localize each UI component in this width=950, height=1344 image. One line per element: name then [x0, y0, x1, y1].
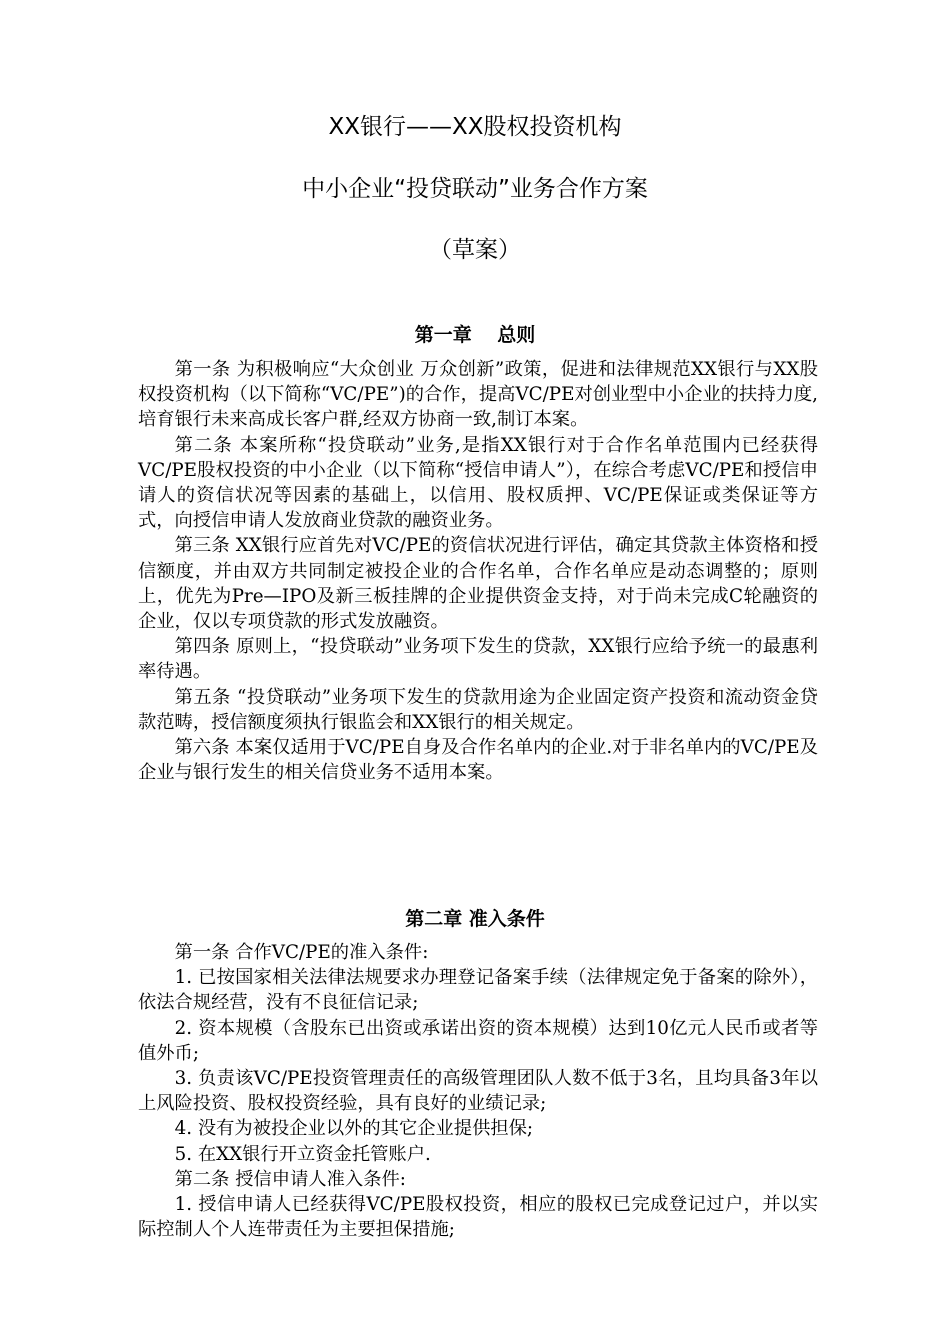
- chapter-2-body: [138, 940, 818, 1242]
- document-title-line2: 中小企业“投贷联动”业务合作方案: [302, 176, 648, 202]
- chapter-2-article-1-item-3: 3. 负责该VC/PE投资管理责任的高级管理团队人数不低于3名，且均具备3年以上风险投资、股权投资经验，具有良好的业绩记录;: [138, 1068, 818, 1115]
- chapter-1-article-3: 第三条 XX银行应首先对VC/PE的资信状况进行评估，确定其贷款主体资格和授信额度，并由双方共同制定被投企业的合作名单，合作名单应是动态调整的；原则上，优先为Pre—IPO及新三板挂牌的企业提供资金支持，对于尚未完成C轮融资的企业，仅以专项贷款的形式发放融资。: [138, 535, 818, 633]
- chapter-1-article-1: 第一条 为积极响应“大众创业 万众创新”政策，促进和法律规范XX银行与XX股权投资机构（以下简称“VC/PE”)的合作，提高VC/PE对创业型中小企业的扶持力度,培育银行未来高成长客户群,经双方协商一致,制订本案。: [138, 359, 818, 431]
- chapter-1-article-5: 第五条 “投贷联动”业务项下发生的贷款用途为企业固定资产投资和流动资金贷款范畴，授信额度须执行银监会和XX银行的相关规定。: [138, 686, 818, 733]
- document-title-line3: （草案）: [429, 237, 521, 263]
- chapter-1-article-2: 第二条 本案所称“投贷联动”业务,是指XX银行对于合作名单范围内已经获得VC/PE股权投资的中小企业（以下简称“授信申请人”），在综合考虑VC/PE和授信申请人的资信状况等因素的基础上，以信用、股权质押、VC/PE保证或类保证等方式，向授信申请人发放商业贷款的融资业务。: [138, 434, 818, 532]
- chapter-2-heading: 第二章 准入条件: [405, 908, 545, 930]
- chapter-2-article-1-item-5: 5. 在XX银行开立资金托管账户.: [174, 1143, 431, 1165]
- chapter-2-article-1-item-4: 4. 没有为被投企业以外的其它企业提供担保;: [174, 1118, 534, 1140]
- chapter-2-article-1-item-1: 1. 已按国家相关法律法规要求办理登记备案手续（法律规定免于备案的除外），依法合规经营，没有不良征信记录;: [138, 967, 818, 1014]
- document-title-line1: XX银行——XX股权投资机构: [328, 114, 622, 140]
- chapter-1-article-6: 第六条 本案仅适用于VC/PE自身及合作名单内的企业.对于非名单内的VC/PE及企业与银行发生的相关信贷业务不适用本案。: [138, 737, 818, 784]
- chapter-1-body: [138, 357, 818, 785]
- chapter-2-article-1: 第一条 合作VC/PE的准入条件:: [174, 942, 429, 963]
- chapter-2-article-2: 第二条 授信申请人准入条件:: [174, 1168, 406, 1190]
- chapter-2-article-1-item-2: 2. 资本规模（含股东已出资或承诺出资的资本规模）达到10亿元人民币或者等值外币;: [138, 1017, 818, 1064]
- chapter-1-heading: 第一章 总则: [414, 324, 536, 346]
- chapter-1-article-4: 第四条 原则上，“投贷联动”业务项下发生的贷款，XX银行应给予统一的最惠利率待遇。: [138, 636, 818, 683]
- chapter-2-article-2-item-1: 1. 授信申请人已经获得VC/PE股权投资，相应的股权已完成登记过户，并以实际控制人个人连带责任为主要担保措施;: [138, 1194, 818, 1241]
